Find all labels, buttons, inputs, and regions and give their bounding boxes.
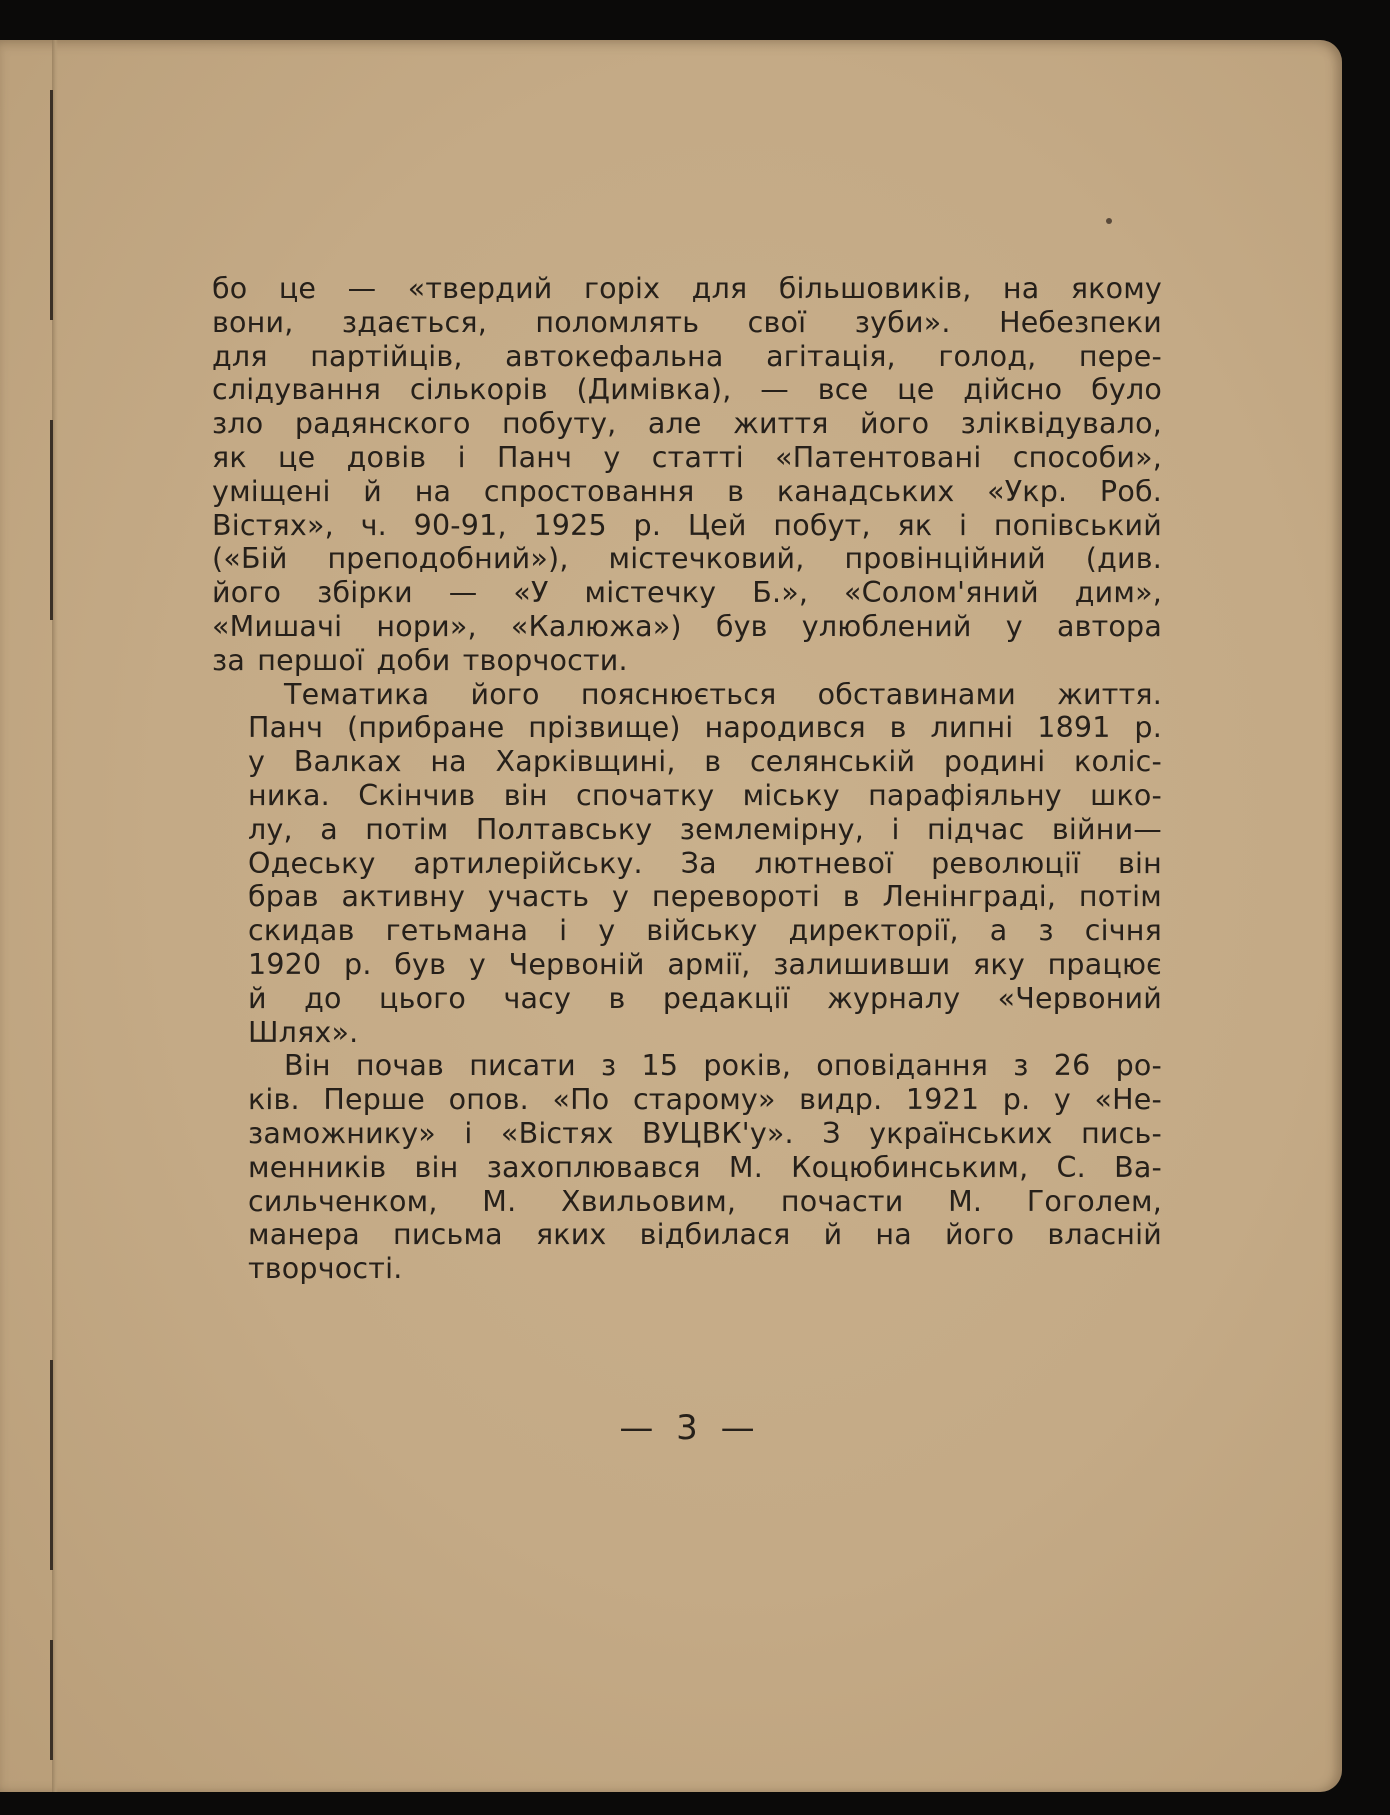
- text-line: лу, а потім Полтавську землемірну, і підчас війни—: [248, 812, 1162, 846]
- text-line: як це довів і Панч у статті «Патентовані способи»,: [212, 440, 1162, 474]
- binding-stitch: [50, 1360, 53, 1570]
- binding-stitch: [50, 90, 53, 320]
- text-line: й до цього часу в редакції журналу «Червоний: [248, 981, 1162, 1015]
- text-line: «Мишачі нори», «Калюжа») був улюблений у автора: [212, 609, 1162, 643]
- text-line: манера письма яких відбилася й на його власній: [248, 1218, 1162, 1252]
- text-line: Вістях», ч. 90-91, 1925 р. Цей побут, як і попівський: [212, 508, 1162, 542]
- text-line: скидав гетьмана і у війську директорії, а з січня: [248, 914, 1162, 948]
- text-line: Шлях».: [248, 1015, 359, 1049]
- text-line: брав активну участь у перевороті в Ленінграді, потім: [248, 880, 1162, 914]
- text-line: уміщені й на спростовання в канадських «Укр. Роб.: [212, 474, 1162, 508]
- text-line: творчості.: [248, 1252, 403, 1286]
- text-line: зло радянского побуту, але життя його зліквідувало,: [212, 407, 1162, 441]
- text-line: ків. Перше опов. «По старому» видр. 1921 р. у «Не-: [248, 1083, 1162, 1117]
- paper-speck: [1106, 218, 1112, 224]
- text-line: Він почав писати з 15 років, оповідання з 26 ро-: [284, 1049, 1162, 1083]
- text-line: у Валках на Харківщині, в селянській родині коліс-: [248, 745, 1162, 779]
- text-line: Тематика його пояснюється обставинами життя.: [284, 677, 1162, 711]
- text-line: його збірки — «У містечку Б.», «Солом'яний дим»,: [212, 576, 1162, 610]
- paragraph: [212, 272, 1162, 678]
- text-line: вони, здається, поломлять свої зуби». Небезпеки: [212, 305, 1162, 339]
- text-line: ника. Скінчив він спочатку міську парафіяльну шко-: [248, 778, 1162, 812]
- paragraph: [212, 1049, 1162, 1286]
- text-line: слідування сількорів (Димівка), — все це дійсно було: [212, 373, 1162, 407]
- text-line: для партійців, автокефальна агітація, голод, пере-: [212, 339, 1162, 373]
- text-line: Панч (прибране прізвище) народився в липні 1891 р.: [248, 711, 1162, 745]
- text-line: бо це — «твердий горіх для більшовиків, на якому: [212, 272, 1162, 305]
- text-line: за першої доби творчости.: [212, 643, 628, 677]
- paragraph: [212, 678, 1162, 1050]
- text-line: сильченком, М. Хвильовим, почасти М. Гоголем,: [248, 1184, 1162, 1218]
- page-number: — 3 —: [619, 1408, 761, 1448]
- binding-stitch: [50, 420, 53, 620]
- body-text: [212, 272, 1162, 1286]
- binding-stitch: [50, 1640, 53, 1760]
- text-line: менників він захоплювався М. Коцюбинським, С. Ва-: [248, 1150, 1162, 1184]
- text-line: 1920 р. був у Червоній армії, залишивши яку працює: [248, 947, 1162, 981]
- text-line: («Бій преподобний»), містечковий, провінційний (див.: [212, 542, 1162, 576]
- text-line: заможнику» і «Вістях ВУЦВК'у». З українських пись-: [248, 1116, 1162, 1150]
- text-line: Одеську артилерійську. За лютневої революції він: [248, 846, 1162, 880]
